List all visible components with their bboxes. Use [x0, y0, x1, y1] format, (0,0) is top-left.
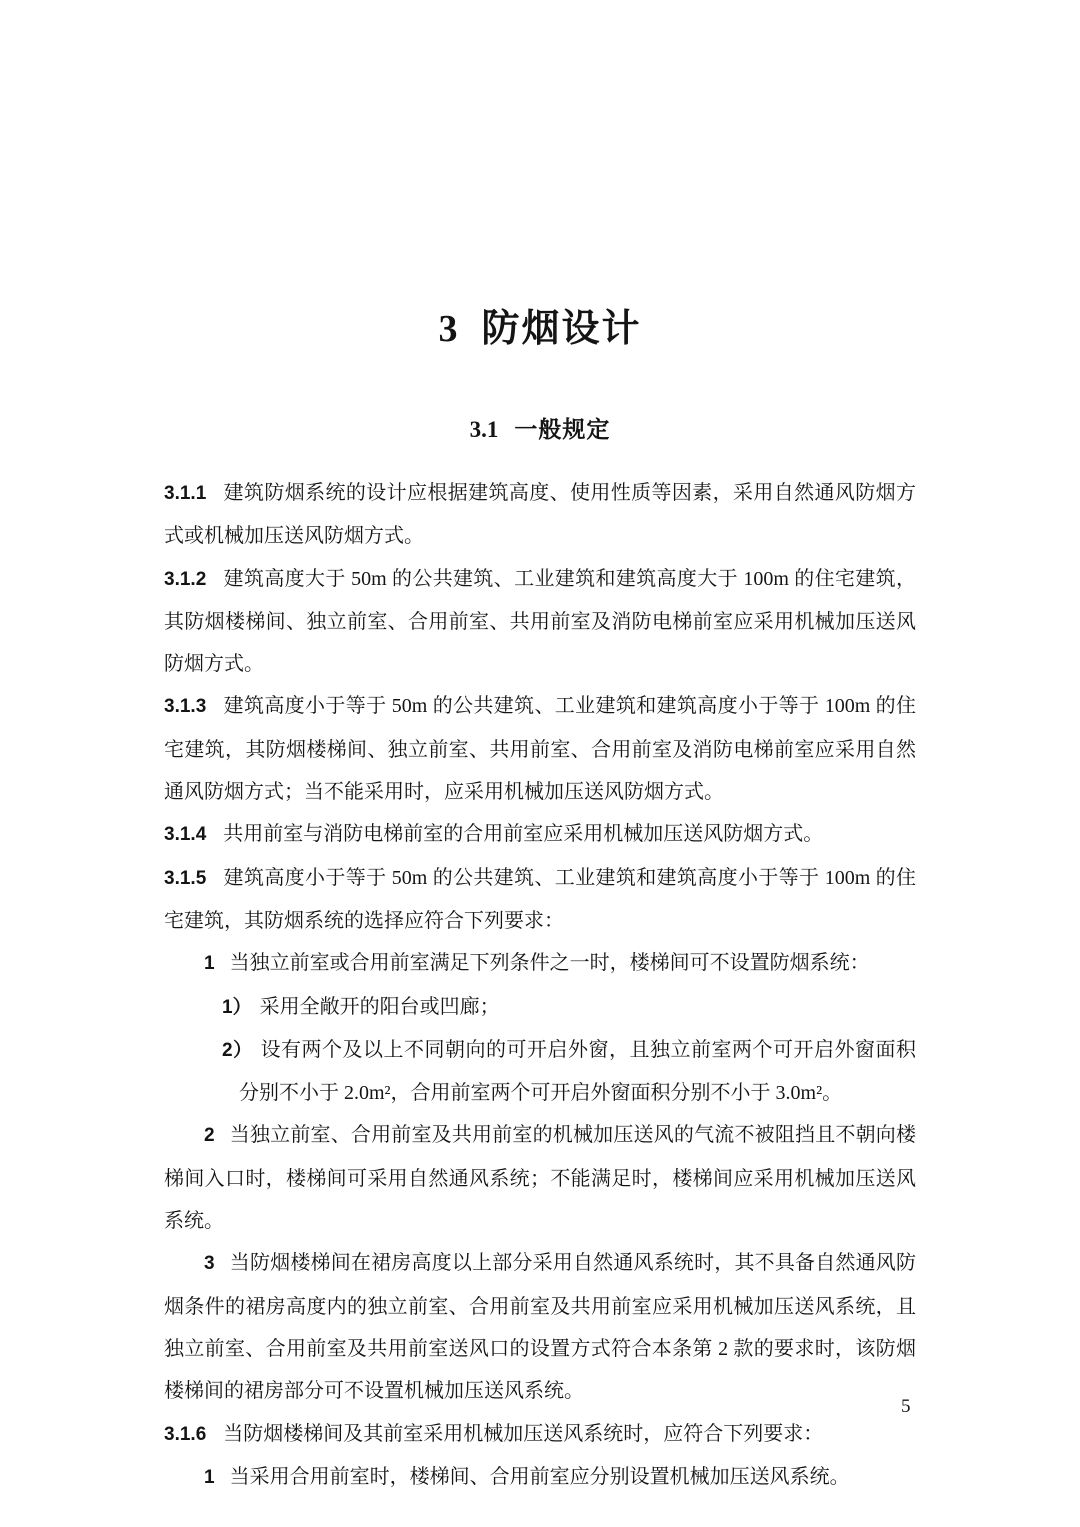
section-title	[0, 354, 1080, 446]
clause-number: 1）	[222, 996, 252, 1018]
subitem-paragraph	[164, 1029, 916, 1115]
clause-text: 设有两个及以上不同朝向的可开启外窗，且独立前室两个可开启外窗面积分别不小于 2.0m²，合用前室两个可开启外窗面积分别不小于 3.0m²。	[239, 1038, 916, 1105]
chapter-title-text: 防烟设计	[481, 308, 642, 350]
clause-number: 2）	[222, 1039, 253, 1061]
clause-number: 1	[204, 953, 215, 975]
clause-paragraph	[164, 685, 916, 813]
clause-text: 建筑高度小于等于 50m 的公共建筑、工业建筑和建筑高度小于等于 100m 的住宅建筑，其防烟楼梯间、独立前室、共用前室、合用前室及消防电梯前室应采用自然通风防烟方式；当不能采用时，应采用机械加压送风防烟方式。	[164, 695, 916, 804]
clause-paragraph	[164, 813, 916, 856]
item-paragraph	[164, 1114, 916, 1242]
clause-number: 3.1.2	[164, 568, 207, 590]
clause-text: 建筑高度小于等于 50m 的公共建筑、工业建筑和建筑高度小于等于 100m 的住宅建筑，其防烟系统的选择应符合下列要求：	[164, 866, 916, 932]
clause-paragraph	[164, 472, 916, 558]
clause-text: 当防烟楼梯间及其前室采用机械加压送风系统时，应符合下列要求：	[223, 1422, 824, 1445]
clause-text: 采用全敞开的阳台或凹廊；	[259, 995, 500, 1018]
clause-paragraph	[164, 857, 916, 943]
clause-text: 建筑防烟系统的设计应根据建筑高度、使用性质等因素，采用自然通风防烟方式或机械加压送风防烟方式。	[164, 482, 916, 548]
clause-text: 当防烟楼梯间在裙房高度以上部分采用自然通风系统时，其不具备自然通风防烟条件的裙房高度内的独立前室、合用前室及共用前室应采用机械加压送风系统，且独立前室、合用前室及共用前室送风口的设置方式符合本条第 2 款的要求时，该防烟楼梯间的裙房部分可不设置机械加压送风系统。	[164, 1252, 916, 1403]
clause-text: 共用前室与消防电梯前室的合用前室应采用机械加压送风防烟方式。	[223, 823, 824, 846]
section-number: 3.1	[469, 417, 499, 442]
clause-list	[164, 472, 916, 1499]
subitem-paragraph	[164, 986, 916, 1029]
clause-number: 2	[204, 1125, 215, 1147]
clause-number: 3	[204, 1253, 215, 1275]
section-title-text: 一般规定	[514, 417, 611, 442]
clause-text: 当独立前室或合用前室满足下列条件之一时，楼梯间可不设置防烟系统：	[229, 952, 870, 975]
clause-paragraph	[164, 558, 916, 686]
clause-number: 3.1.1	[164, 483, 207, 504]
item-paragraph	[164, 942, 916, 985]
clause-number: 1	[204, 1466, 215, 1488]
clause-number: 3.1.5	[164, 867, 207, 889]
item-paragraph	[164, 1456, 916, 1499]
item-paragraph	[164, 1242, 916, 1412]
clause-text: 当采用合用前室时，楼梯间、合用前室应分别设置机械加压送风系统。	[229, 1465, 850, 1488]
clause-text: 建筑高度大于 50m 的公共建筑、工业建筑和建筑高度大于 100m 的住宅建筑，其防烟楼梯间、独立前室、合用前室、共用前室及消防电梯前室应采用机械加压送风防烟方式。	[164, 567, 916, 676]
clause-number: 3.1.6	[164, 1423, 207, 1445]
chapter-number: 3	[438, 308, 458, 350]
clause-text: 当独立前室、合用前室及共用前室的机械加压送风的气流不被阻挡且不朝向楼梯间入口时，楼梯间可采用自然通风系统；不能满足时，楼梯间应采用机械加压送风系统。	[164, 1124, 916, 1233]
clause-number: 3.1.4	[164, 824, 207, 846]
clause-number: 3.1.3	[164, 696, 207, 718]
page-number: 5	[901, 1396, 911, 1417]
chapter-title	[0, 0, 1080, 354]
clause-paragraph	[164, 1413, 916, 1456]
